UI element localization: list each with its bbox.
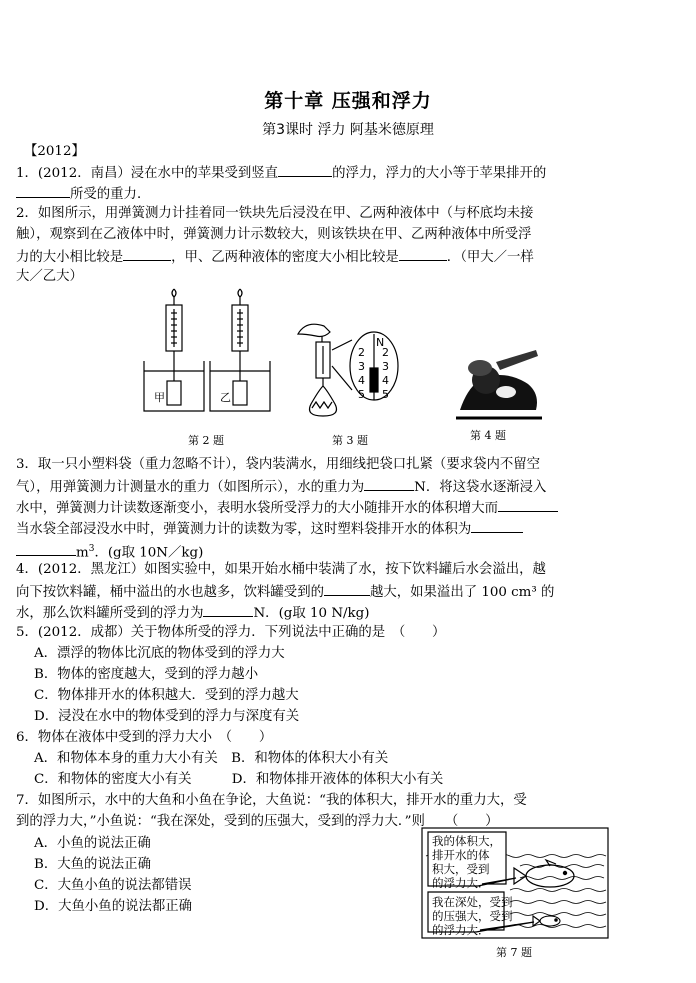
question-4-line-2: 向下按饮料罐，桶中溢出的水也越多，饮料罐受到的 越大，如果溢出了 100 cm³ 的 <box>16 581 554 603</box>
figure-2-label-yi: 乙 <box>220 391 231 404</box>
answer-blank <box>16 183 70 198</box>
scale-mark-2: 2 <box>358 346 365 359</box>
question-7-option-c: C．大鱼小鱼的说法都错误 <box>34 878 192 893</box>
question-5-stem: 5．(2012．成都）关于物体所受的浮力．下列说法中正确的是 （ ） <box>16 625 446 640</box>
answer-blank <box>471 518 523 533</box>
question-6-options-cd: C．和物体的密度大小有关 D．和物体排开液体的体积大小有关 <box>34 772 444 787</box>
figure-2-label-jia: 甲 <box>154 391 165 404</box>
scale-mark-3-right: 3 <box>382 360 389 373</box>
question-5-option-b: B．物体的密度越大，受到的浮力越小 <box>34 667 259 682</box>
scale-mark-5: 5 <box>358 388 365 401</box>
answer-blank <box>399 246 447 261</box>
question-2-line-3: 力的大小相比较是 ，甲、乙两种液体的密度大小相比较是 ．（甲大／一样 <box>16 246 534 268</box>
question-7-line-1: 7．如图所示，水中的大鱼和小鱼在争论，大鱼说：“我的体积大，排开水的重力大，受 <box>16 793 527 808</box>
figure-2-spring-scales <box>140 285 280 420</box>
question-7-line-2: 到的浮力大，”小鱼说：“我在深处，受到的压强大，受到的浮力大．”则 （ ） <box>16 814 499 829</box>
question-2-line-1: 2．如图所示，用弹簧测力计挂着同一铁块先后浸没在甲、乙两种液体中（与杯底均未接 <box>16 206 534 221</box>
answer-blank <box>278 162 332 177</box>
answer-blank <box>498 497 558 512</box>
scale-mark-4-right: 4 <box>382 374 389 387</box>
question-5-option-a: A．漂浮的物体比沉底的物体受到的浮力大 <box>34 646 285 661</box>
answer-blank <box>16 541 76 556</box>
answer-blank <box>123 246 171 261</box>
figure-3-caption: 第 3 题 <box>332 434 368 447</box>
page-subtitle: 第3课时 浮力 阿基米德原理 <box>262 122 434 138</box>
question-6-options-ab: A．和物体本身的重力大小有关 B．和物体的体积大小有关 <box>34 751 389 766</box>
question-4-line-3: 水，那么饮料罐所受到的浮力为 N．(g取 10 N/kg) <box>16 602 369 624</box>
scale-mark-3: 3 <box>358 360 365 373</box>
big-fish-speech: 我的体积大， 排开水的体 积大，受到 的浮力大． <box>432 834 501 890</box>
question-3-line-1: 3．取一只小塑料袋（重力忽略不计），袋内装满水，用细线把袋口扎紧（要求袋内不留空 <box>16 457 541 472</box>
question-6-stem: 6．物体在液体中受到的浮力大小 （ ） <box>16 730 273 745</box>
question-1-line-2: 所受的重力． <box>16 183 150 205</box>
scale-unit-n: N <box>376 336 385 349</box>
question-4-line-1: 4．(2012．黑龙江）如图实验中，如果开始水桶中装满了水，按下饮料罐后水会溢出，越 <box>16 562 546 577</box>
question-7-option-a: A．小鱼的说法正确 <box>34 836 151 851</box>
section-label: 【2012】 <box>24 144 85 159</box>
figure-2-caption: 第 2 题 <box>188 434 224 447</box>
question-2-line-4: 大／乙大） <box>16 269 83 284</box>
question-2-line-2: 触），观察到在乙液体中时，弹簧测力计示数较大，则该铁块在甲、乙两种液体中所受浮 <box>16 227 532 242</box>
question-3-line-5: $m^3$．(g取 10N／kg) <box>16 539 203 563</box>
page-title: 第十章 压强和浮力 <box>264 90 432 112</box>
question-7-option-b: B．大鱼的说法正确 <box>34 857 151 872</box>
figure-7-caption: 第 7 题 <box>496 946 532 959</box>
answer-blank <box>203 602 253 617</box>
question-1-line-1: 1．(2012．南昌）浸在水中的苹果受到竖直 的浮力，浮力的大小等于苹果排开的 <box>16 162 546 184</box>
answer-blank <box>324 581 370 596</box>
question-3-line-4: 当水袋全部浸没水中时，弹簧测力计的读数为零，这时塑料袋排开水的体积为 <box>16 518 523 540</box>
question-5-option-c: C．物体排开水的体积越大．受到的浮力越大 <box>34 688 299 703</box>
small-fish-speech: 我在深处，受到 的压强大，受到 的浮力大． <box>432 895 513 937</box>
answer-blank <box>364 476 414 491</box>
question-3-line-2: 气），用弹簧测力计测量水的重力（如图所示），水的重力为 N．将这袋水逐渐浸入 <box>16 476 546 498</box>
question-3-line-3: 水中，弹簧测力计读数逐渐变小，表明水袋所受浮力的大小随排开水的体积增大而 <box>16 497 558 519</box>
figure-4-caption: 第 4 题 <box>470 429 506 442</box>
figure-3-water-bag-scale <box>296 316 406 426</box>
scale-mark-2-right: 2 <box>382 346 389 359</box>
scale-mark-4: 4 <box>358 374 365 387</box>
question-5-option-d: D．浸没在水中的物体受到的浮力与深度有关 <box>34 709 300 724</box>
scale-mark-5-right: 5 <box>382 388 389 401</box>
question-7-option-d: D．大鱼小鱼的说法都正确 <box>34 899 193 914</box>
figure-4-photo <box>456 340 542 420</box>
